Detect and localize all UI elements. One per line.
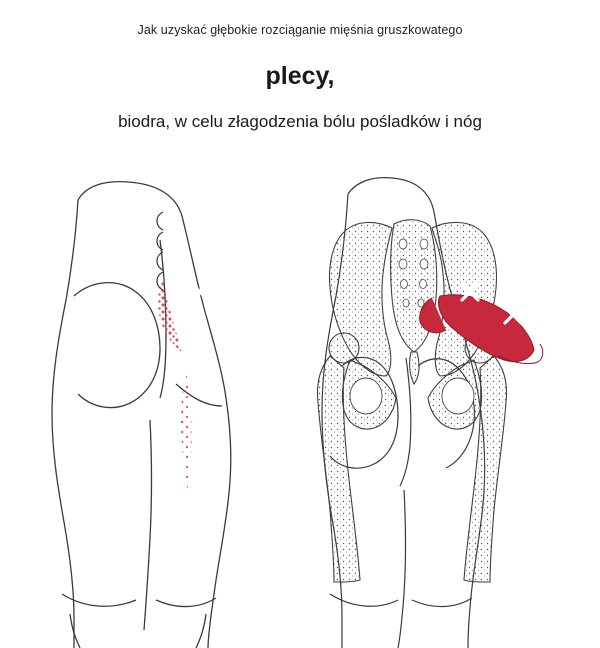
header [0,0,600,170]
thigh-separation [144,420,152,630]
right-knee-crease-b [412,598,472,607]
left-obturator-foramen [350,378,382,414]
header-subtitle-top: Jak uzyskać głębokie rozciąganie mięśnia gruszkowatego [137,23,463,37]
right-obturator-foramen [442,378,474,414]
pain-stipple-dense [158,240,274,364]
right-thigh-separation [398,490,406,648]
squiggle-marks-group [157,212,163,290]
trigger-point-x-2 [239,299,255,315]
pain-hotspot-mid [178,282,238,338]
header-subtitle-bottom: biodra, w celu złagodzenia bólu pośladków i nóg [118,112,482,131]
pelvis-bones [318,220,507,582]
right-knee-crease [156,598,216,607]
right-natal-cleft [400,358,411,486]
coccyx [410,352,419,384]
left-gluteal-fold [74,283,160,408]
right-knee-crease-a [330,594,398,606]
left-calf-line [70,614,80,648]
pain-stipple-thigh [181,350,244,610]
squiggle-mark-1 [157,212,163,230]
page-title: plecy, [265,62,335,90]
pain-stipple-calf [195,482,236,640]
trigger-point-x-1 [192,284,208,300]
left-figure-group [52,182,231,648]
illustration-area [0,170,600,648]
anatomy-illustration [0,170,600,648]
left-figure-outline [52,182,231,648]
right-calf-line [196,614,206,648]
